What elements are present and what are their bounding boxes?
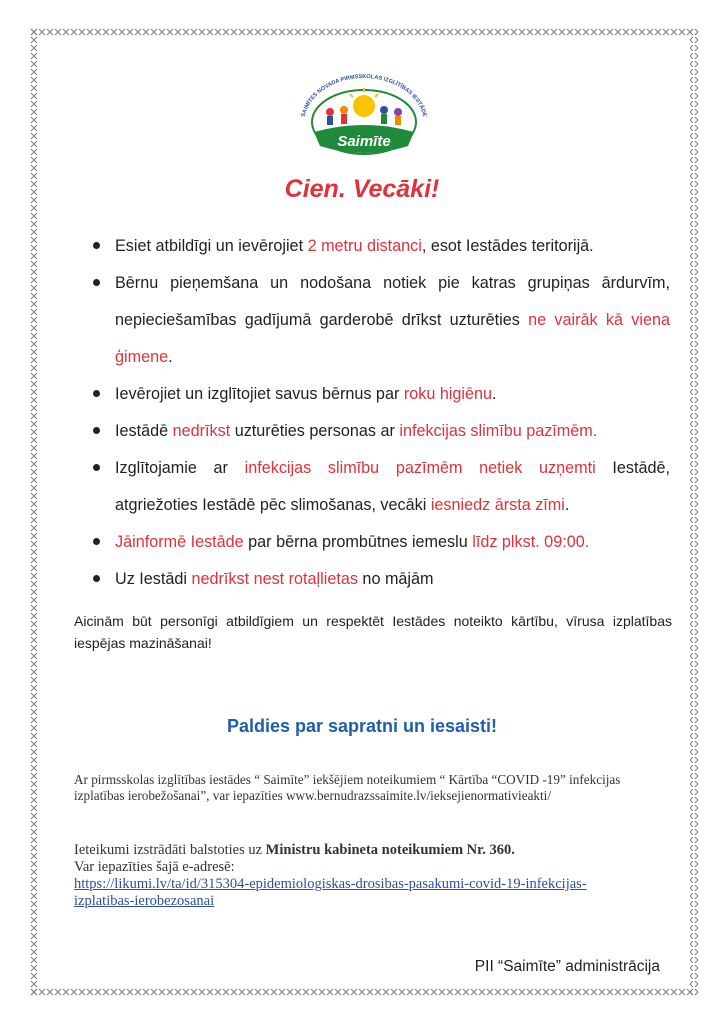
bullet-dot-icon [93, 427, 100, 434]
signature: PII “Saimīte” administrācija [474, 958, 660, 975]
bullet-dot-icon [93, 575, 100, 582]
logo-arc-text: SAIMĪTES NOVADA PIRMSSKOLAS IZGLĪTĪBAS IESTĀDE [300, 73, 428, 118]
highlight-text: infekcijas slimību pazīmēm. [399, 422, 598, 440]
rule-text: uzturēties personas ar [230, 422, 400, 440]
rule-text: . [492, 385, 497, 403]
bullet-dot-icon [93, 464, 100, 471]
rule-item [90, 376, 670, 413]
highlight-text: infekcijas slimību pazīmēm netiek uzņemti [244, 459, 596, 477]
recommendation-prefix: Ieteikumi izstrādāti balstoties uz [74, 842, 266, 858]
highlight-text: nedrīkst nest rotaļlietas [191, 570, 358, 588]
highlight-text: 2 metru distanci [307, 237, 422, 255]
recommendation-bold: Ministru kabineta noteikumiem Nr. 360. [265, 842, 515, 858]
rules-note: Ar pirmsskolas izglītības iestādes “ Saimīte” iekšējiem noteikumiem “ Kārtība “COVID -19” infekcijas izplatības ierobežošanai”, var iepazīties www.bernudrazssaimite.lv/ieksejienormativieakti/ [74, 772, 621, 803]
rule-text: Iestādē [115, 422, 173, 440]
highlight-text: ne vairāk kā viena ģimene [115, 311, 670, 366]
rule-item [90, 561, 670, 598]
rule-text: Uz Iestādi [115, 570, 192, 588]
rule-item [90, 228, 670, 265]
rule-item [90, 265, 670, 376]
bullet-dot-icon [93, 390, 100, 397]
bullet-dot-icon [93, 279, 100, 286]
rule-item [90, 524, 670, 561]
highlight-text: nedrīkst [172, 422, 231, 440]
logo-name: Saimīte [337, 133, 391, 150]
rule-text: Iestādē, atgriežoties Iestādē pēc slimošanas, vecāki [115, 459, 670, 514]
rule-text: no mājām [357, 570, 434, 588]
rule-text: . [564, 496, 570, 514]
bullet-dot-icon [93, 242, 100, 249]
rule-text: Esiet atbildīgi un ievērojiet [115, 237, 308, 255]
recommendation-line2: Var iepazīties šajā e-adresē: [74, 859, 235, 875]
highlight-text: līdz plkst. 09:00. [472, 533, 590, 551]
rule-text: par bērna prombūtnes iemeslu [243, 533, 473, 551]
recommendation-block [74, 842, 634, 910]
rule-item [90, 450, 670, 524]
rule-item [90, 413, 670, 450]
rule-text: Bērnu pieņemšana un nodošana notiek pie katras grupiņas ārdurvīm, nepieciešamības gadījumā garderobē drīkst uzturēties [115, 274, 670, 329]
bullet-dot-icon [93, 538, 100, 545]
page-heading: Cien. Vecāki! [284, 175, 440, 203]
saimite-logo [290, 70, 438, 156]
rule-text: , esot Iestādes teritorijā. [421, 237, 594, 255]
highlight-text: roku higiēnu [403, 385, 493, 403]
highlight-text: Jāinformē Iestāde [115, 533, 244, 551]
rule-text: Ievērojiet un izglītojiet savus bērnus par [115, 385, 404, 403]
likumi-link[interactable]: https://likumi.lv/ta/id/315304-epidemiologiskas-drosibas-pasakumi-covid-19-infekcijas-izplatibas-ierobezosanai [74, 876, 587, 909]
appeal-paragraph: Aicinām būt personīgi atbildīgiem un respektēt Iestādes noteikto kārtību, vīrusa izplatības iespējas mazināšanai! [74, 613, 672, 651]
rules-list [90, 228, 670, 598]
thanks-line: Paldies par sapratni un iesaisti! [226, 716, 498, 736]
highlight-text: iesniedz ārsta zīmi [430, 496, 565, 514]
rule-text: Izglītojamie ar [115, 459, 245, 477]
rule-text: . [168, 348, 173, 366]
